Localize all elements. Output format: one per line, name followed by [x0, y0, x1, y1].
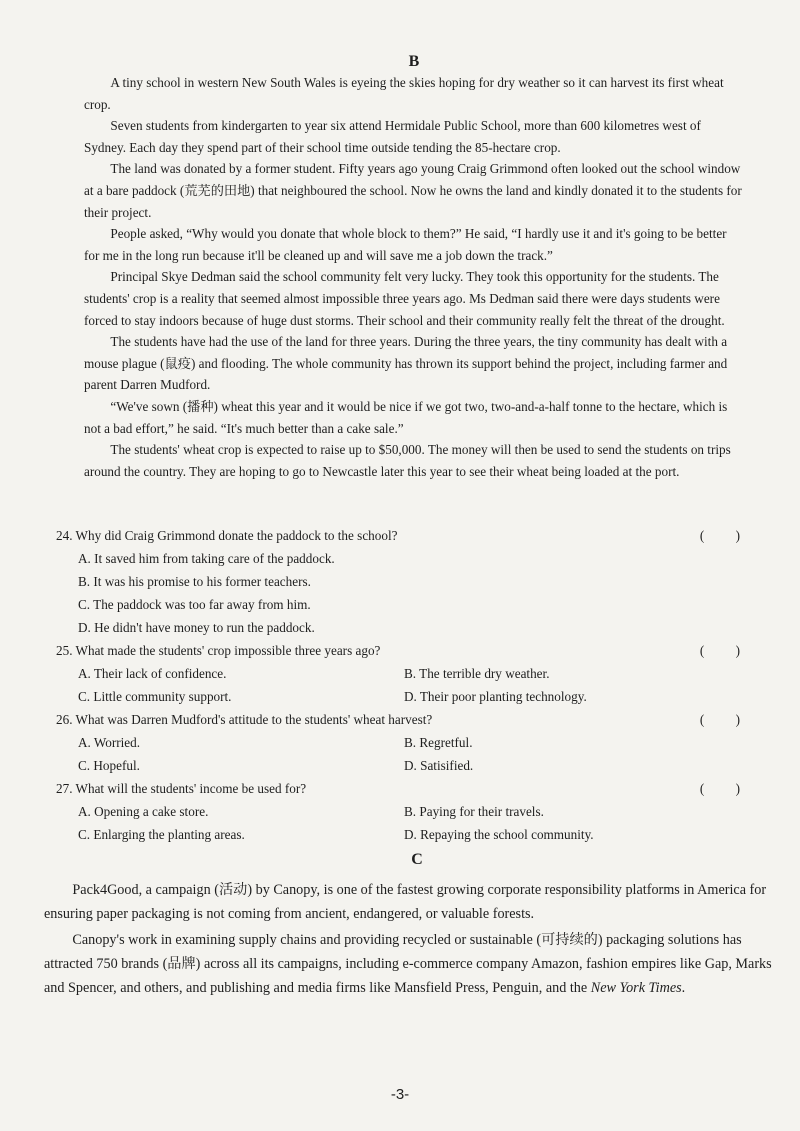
option-b: B. It was his promise to his former teachers. — [78, 574, 311, 589]
paragraph: The students' wheat crop is expected to raise up to $50,000. The money will then be used to send the students on trips around the country. They are hoping to go to Newcastle later this year to see their wheat being loaded at the port. — [84, 442, 731, 479]
section-b-passage — [84, 72, 744, 482]
option-a: A. Their lack of confidence. — [78, 666, 227, 681]
option-a: A. It saved him from taking care of the paddock. — [78, 551, 335, 566]
section-b — [84, 52, 744, 482]
paragraph: Seven students from kindergarten to year six attend Hermidale Public School, more than 600 kilometres west of Sydney. Each day they spend part of their school time outside tending the 85-hectare crop. — [84, 118, 701, 155]
option-c: C. The paddock was too far away from him. — [78, 597, 311, 612]
question-list — [56, 524, 768, 846]
paragraph: “We've sown (播种) wheat this year and it would be nice if we got two, two-and-a-half tonne to the hectare, which is not a bad effort,” he said. “It's much better than a cake sale.” — [84, 398, 728, 436]
option-d: D. He didn't have money to run the paddock. — [78, 620, 315, 635]
question-26 — [56, 708, 768, 777]
paragraph — [44, 928, 790, 1000]
option-b: B. Paying for their travels. — [404, 804, 544, 819]
paragraph: People asked, “Why would you donate that whole block to them?” He said, “I hardly use it and it's going to be better for me in the long run because it'll be cleaned up and will save me a job down the track.” — [84, 226, 727, 263]
paragraph: Pack4Good, a campaign (活动) by Canopy, is one of the fastest growing corporate responsibility platforms in America for ensuring paper packaging is not coming from ancient, endangered, or valuable forests. — [44, 882, 767, 922]
page-number: -3- — [390, 1086, 410, 1103]
paragraph-text: Canopy's work in examining supply chains and providing recycled or sustainable (可持续的) packaging solutions has attracted 750 brands (品牌) across all its campaigns, including e-commerce company Amazon, fashion empires like Gap, Marks and Spencer, and others, and publishing and media firms like Mansfield Press, Penguin, and the — [44, 932, 772, 996]
option-b: B. The terrible dry weather. — [404, 666, 550, 681]
answer-blank[interactable]: ( ) — [699, 643, 754, 658]
paragraph: The students have had the use of the land for three years. During the three years, the tiny community has dealt with a mouse plague (鼠疫) and flooding. The whole community has thrown its support behind the project, including farmer and parent Darren Mudford. — [84, 334, 728, 393]
question-stem: 25. What made the students' crop impossible three years ago? — [56, 643, 381, 658]
paragraph-end: . — [681, 980, 686, 996]
option-d: D. Satisified. — [404, 758, 474, 773]
option-a: A. Worried. — [78, 735, 141, 750]
section-c — [44, 850, 790, 1002]
option-d: D. Their poor planting technology. — [404, 689, 587, 704]
option-c: C. Hopeful. — [78, 758, 140, 773]
answer-blank[interactable]: ( ) — [699, 712, 754, 727]
question-stem: 24. Why did Craig Grimmond donate the paddock to the school? — [56, 528, 398, 543]
publication-title: New York Times — [590, 980, 682, 996]
question-24 — [56, 524, 768, 639]
option-a: A. Opening a cake store. — [78, 804, 209, 819]
question-stem: 27. What will the students' income be used for? — [56, 781, 307, 796]
option-c: C. Little community support. — [78, 689, 232, 704]
paragraph: Principal Skye Dedman said the school community felt very lucky. They took this opportunity for the students. The students' crop is a reality that seemed almost impossible three years ago. Ms Dedman said there were days students were forced to stay indoors because of huge dust storms. Their school and their community really felt the threat of the drought. — [84, 269, 725, 328]
section-b-title: B — [408, 53, 420, 70]
option-b: B. Regretful. — [404, 735, 473, 750]
question-27 — [56, 777, 768, 846]
question-stem: 26. What was Darren Mudford's attitude to the students' wheat harvest? — [56, 712, 433, 727]
answer-blank[interactable]: ( ) — [699, 781, 754, 796]
section-c-title: C — [411, 851, 423, 868]
paragraph: A tiny school in western New South Wales is eyeing the skies hoping for dry weather so it can harvest its first wheat crop. — [84, 75, 724, 112]
option-c: C. Enlarging the planting areas. — [78, 827, 245, 842]
answer-blank[interactable]: ( ) — [699, 528, 754, 543]
section-c-passage — [44, 878, 790, 1000]
option-d: D. Repaying the school community. — [404, 827, 594, 842]
paragraph: The land was donated by a former student. Fifty years ago young Craig Grimmond often looked out the school window at a bare paddock (荒芜的田地) that neighboured the school. Now he owns the land and kindly donated it to the students for their project. — [84, 161, 742, 220]
question-25 — [56, 639, 768, 708]
